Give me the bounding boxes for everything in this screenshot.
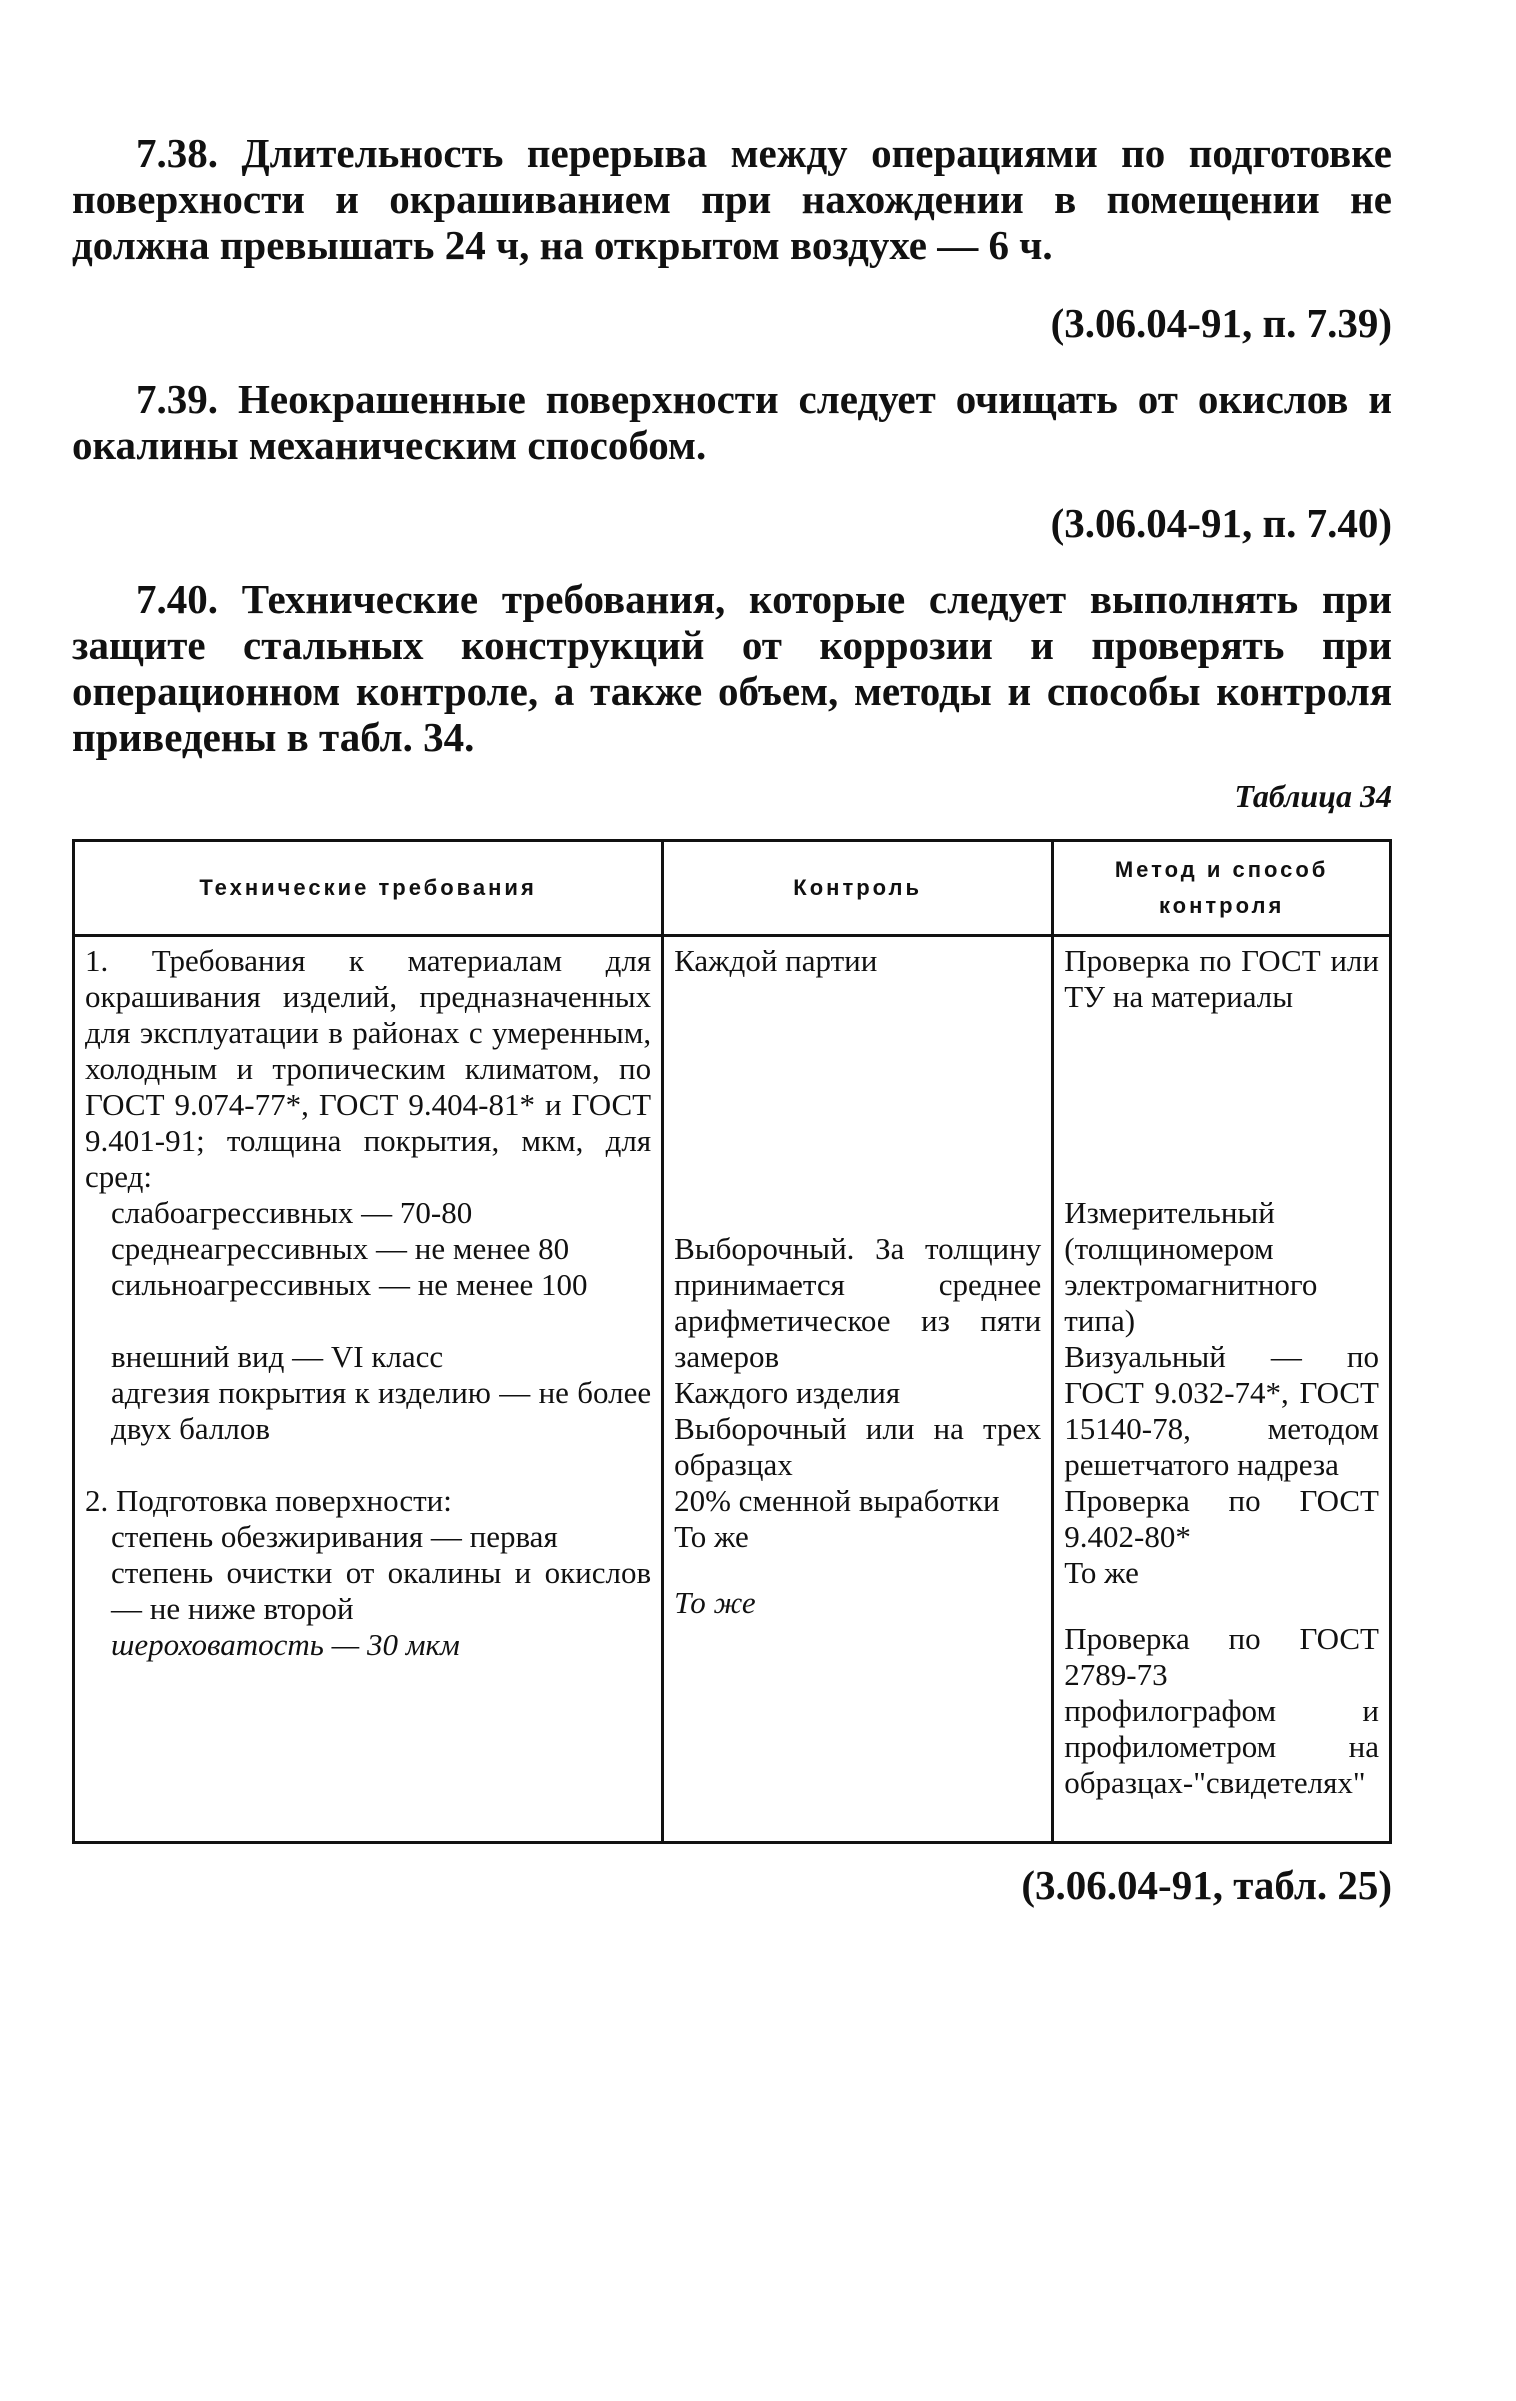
- row1-meth-2: Измерительный (толщиномером электромагнитного типа): [1064, 1195, 1318, 1338]
- row2-meth-1: Проверка по ГОСТ 9.402-80*: [1064, 1483, 1379, 1554]
- row2-req-b: степень очистки от окалины и окислов — не ниже второй: [111, 1555, 652, 1626]
- paragraph-7-38-text: 7.38. Длительность перерыва между операциями по подготовке поверхности и окрашиванием при нахождении в помещении не должна превышать 24 ч, на открытом воздухе — 6 ч.: [72, 130, 1392, 268]
- row2-meth-2: То же: [1064, 1555, 1139, 1590]
- table-caption: Таблица 34: [1234, 778, 1392, 814]
- paragraph-7-38: [72, 130, 1392, 268]
- table-header-row: [74, 841, 1391, 936]
- row1-meth-1: Проверка по ГОСТ или ТУ на материалы: [1064, 943, 1379, 1014]
- row2-ctrl-2: То же: [674, 1519, 749, 1554]
- row1-control: [663, 936, 1053, 1484]
- paragraph-7-40-text: 7.40. Технические требования, которые следует выполнять при защите стальных конструкций от коррозии и проверять при операционном контроле, а также объем, методы и способы контроля приведены в табл. 34.: [72, 576, 1392, 760]
- row2-control: [663, 1483, 1053, 1843]
- row1-ctrl-4: Выборочный или на трех образцах: [674, 1411, 1042, 1482]
- document-page: [72, 130, 1392, 1908]
- table-row: [74, 936, 1391, 1484]
- row1-meth-3: Визуальный — по ГОСТ 9.032-74*, ГОСТ 15140-78, методом решетчатого надреза: [1064, 1339, 1379, 1482]
- row1-requirements: [74, 936, 663, 1484]
- row1-req-e: адгезия покрытия к изделию — не более двух баллов: [111, 1375, 652, 1446]
- row1-req-c: сильноагрессивных — не менее 100: [111, 1267, 588, 1302]
- requirements-table: [72, 839, 1392, 1844]
- row1-req-title: 1. Требования к материалам для окрашивания изделий, предназначенных для эксплуатации в районах с умеренным, холодным и тропическим климатом, по ГОСТ 9.074-77*, ГОСТ 9.404-81* и ГОСТ 9.401-91; толщина покрытия, мкм, для сред:: [85, 943, 652, 1194]
- header-method: Метод и способ контроля: [1053, 841, 1391, 936]
- reference-7-38: (3.06.04-91, п. 7.39): [1050, 300, 1392, 346]
- row2-req-c: шероховатость — 30 мкм: [111, 1627, 460, 1662]
- table-reference: (3.06.04-91, табл. 25): [1021, 1862, 1392, 1908]
- row1-method: [1053, 936, 1391, 1484]
- row2-req-a: степень обезжиривания — первая: [111, 1519, 558, 1554]
- row2-method: [1053, 1483, 1391, 1843]
- row1-req-a: слабоагрессивных — 70-80: [111, 1195, 473, 1230]
- row1-ctrl-2: Выборочный. За толщину принимается среднее арифметическое из пяти замеров: [674, 1231, 1042, 1374]
- paragraph-7-40: [72, 576, 1392, 760]
- reference-7-39: (3.06.04-91, п. 7.40): [1050, 500, 1392, 546]
- paragraph-7-39-text: 7.39. Неокрашенные поверхности следует очищать от окислов и окалины механическим способом.: [72, 376, 1392, 468]
- row1-req-b: среднеагрессивных — не менее 80: [111, 1231, 570, 1266]
- header-requirements: Технические требования: [74, 841, 663, 936]
- table-row: [74, 1483, 1391, 1843]
- row1-req-d: внешний вид — VI класс: [111, 1339, 444, 1374]
- header-control: Контроль: [663, 841, 1053, 936]
- row2-ctrl-1: 20% сменной выработки: [674, 1483, 1000, 1518]
- row1-ctrl-3: Каждого изделия: [674, 1375, 901, 1410]
- paragraph-7-39: [72, 376, 1392, 468]
- row2-req-title: 2. Подготовка поверхности:: [85, 1483, 452, 1518]
- row1-ctrl-1: Каждой партии: [674, 943, 878, 978]
- row2-requirements: [74, 1483, 663, 1843]
- row2-ctrl-3: То же: [674, 1585, 756, 1620]
- row2-meth-3: Проверка по ГОСТ 2789-73 профилографом и профилометром на образцах-"свидетелях": [1064, 1621, 1379, 1800]
